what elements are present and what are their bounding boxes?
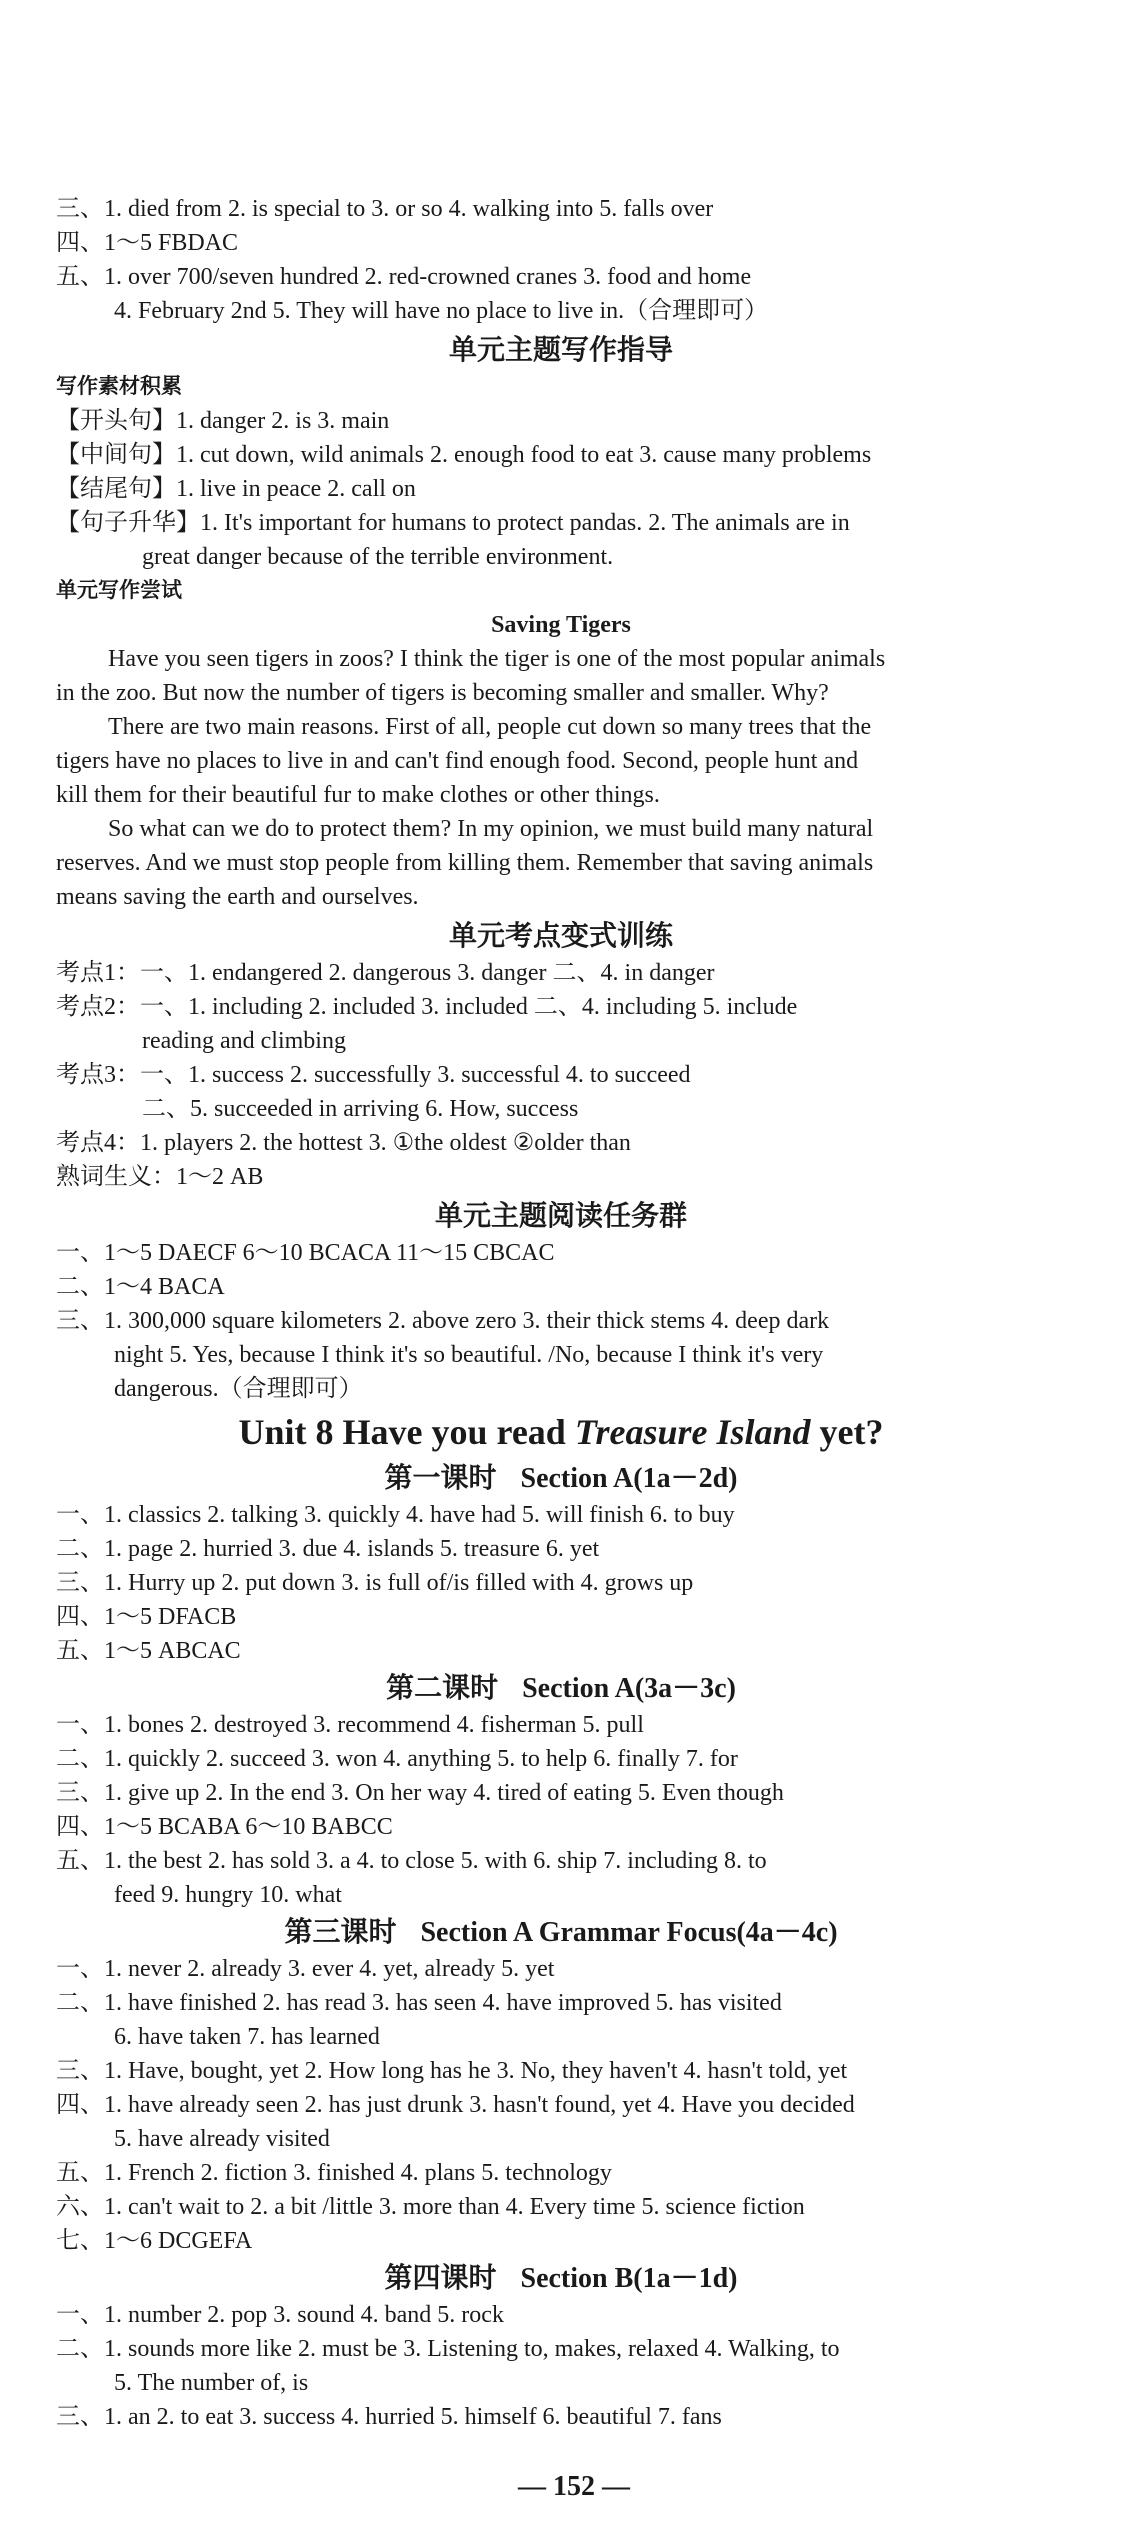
test-point-line: 考点4：1. players 2. the hottest 3. ①the oldest ②older than [56, 1130, 631, 1156]
lesson-number: 第二课时 [386, 1672, 499, 1703]
lesson-line: feed 9. hungry 10. what [114, 1882, 342, 1908]
essay-line: kill them for their beautiful fur to make clothes or other things. [56, 782, 660, 808]
reading-line: dangerous.（合理即可） [114, 1376, 363, 1402]
lesson-line: 5. The number of, is [114, 2370, 309, 2396]
lesson-line: 一、1. never 2. already 3. ever 4. yet, already 5. yet [56, 1956, 555, 1982]
lesson-line: 三、1. Hurry up 2. put down 3. is full of/is filled with 4. grows up [56, 1570, 694, 1596]
material-line: 【开头句】1. danger 2. is 3. main [56, 408, 390, 434]
lesson-number: 第一课时 [384, 1462, 497, 1493]
test-point-line: reading and climbing [142, 1028, 346, 1054]
lesson-line: 二、1. quickly 2. succeed 3. won 4. anything 5. to help 6. finally 7. for [56, 1746, 738, 1772]
page-number: — 152 — [518, 2471, 630, 2502]
lesson-section: Section A(1a－2d) [520, 1463, 738, 1494]
lesson-line: 二、1. page 2. hurried 3. due 4. islands 5. treasure 6. yet [56, 1536, 600, 1562]
reading-tasks-heading: 单元主题阅读任务群 [434, 1200, 687, 1231]
test-points-heading: 单元考点变式训练 [448, 920, 673, 951]
lesson-heading [56, 1912, 1066, 1952]
lesson-heading [56, 1668, 1066, 1708]
test-point-line: 二、5. succeeded in arriving 6. How, success [142, 1096, 579, 1122]
answer-line: 四、1～5 FBDAC [56, 230, 239, 256]
lesson-line: 三、1. an 2. to eat 3. success 4. hurried 5. himself 6. beautiful 7. fans [56, 2404, 722, 2430]
lesson-line: 七、1～6 DCGEFA [56, 2228, 253, 2254]
lesson-line: 四、1～5 BCABA 6～10 BABCC [56, 1814, 393, 1840]
essay-line: means saving the earth and ourselves. [56, 884, 419, 910]
lesson-heading [56, 2258, 1066, 2298]
unit-heading-suffix: yet? [810, 1412, 884, 1452]
writing-guide-heading: 单元主题写作指导 [448, 334, 673, 365]
test-point-line: 考点1：一、1. endangered 2. dangerous 3. danger 二、4. in danger [56, 960, 715, 986]
material-line: 【中间句】1. cut down, wild animals 2. enough food to eat 3. cause many problems [56, 442, 872, 468]
attempt-heading: 单元写作尝试 [56, 579, 182, 602]
lesson-number: 第四课时 [384, 2262, 497, 2293]
lesson-line: 一、1. number 2. pop 3. sound 4. band 5. rock [56, 2302, 504, 2328]
test-point-line: 考点2：一、1. including 2. included 3. included 二、4. including 5. include [56, 994, 798, 1020]
essay-line: So what can we do to protect them? In my opinion, we must build many natural [108, 816, 874, 842]
essay-line: in the zoo. But now the number of tigers is becoming smaller and smaller. Why? [56, 680, 829, 706]
reading-line: night 5. Yes, because I think it's so beautiful. /No, because I think it's very [114, 1342, 824, 1368]
material-line: 【句子升华】1. It's important for humans to protect pandas. 2. The animals are in [56, 510, 850, 536]
lesson-section: Section B(1a－1d) [520, 2263, 738, 2294]
lesson-number: 第三课时 [284, 1916, 397, 1947]
answer-line: 三、1. died from 2. is special to 3. or so 4. walking into 5. falls over [56, 196, 714, 222]
lesson-line: 二、1. have finished 2. has read 3. has seen 4. have improved 5. has visited [56, 1990, 782, 2016]
lesson-line: 三、1. give up 2. In the end 3. On her way 4. tired of eating 5. Even though [56, 1780, 784, 1806]
unit-heading [56, 1406, 1066, 1458]
answer-line: 五、1. over 700/seven hundred 2. red-crowned cranes 3. food and home [56, 264, 752, 290]
essay-line: Have you seen tigers in zoos? I think the tiger is one of the most popular animals [108, 646, 886, 672]
reading-line: 一、1～5 DAECF 6～10 BCACA 11～15 CBCAC [56, 1240, 555, 1266]
lesson-line: 五、1～5 ABCAC [56, 1638, 241, 1664]
essay-line: tigers have no places to live in and can't find enough food. Second, people hunt and [56, 748, 859, 774]
test-point-line: 考点3：一、1. success 2. successfully 3. successful 4. to succeed [56, 1062, 691, 1088]
unit-heading-prefix: Unit 8 Have you read [238, 1412, 575, 1452]
lesson-line: 三、1. Have, bought, yet 2. How long has he 3. No, they haven't 4. hasn't told, yet [56, 2058, 848, 2084]
answer-line: 4. February 2nd 5. They will have no place to live in.（合理即可） [114, 298, 769, 324]
material-heading: 写作素材积累 [56, 375, 182, 398]
essay-title: Saving Tigers [491, 612, 631, 638]
essay-line: reserves. And we must stop people from killing them. Remember that saving animals [56, 850, 874, 876]
reading-line: 三、1. 300,000 square kilometers 2. above zero 3. their thick stems 4. deep dark [56, 1308, 830, 1334]
lesson-line: 二、1. sounds more like 2. must be 3. Listening to, makes, relaxed 4. Walking, to [56, 2336, 840, 2362]
lesson-line: 四、1. have already seen 2. has just drunk 3. hasn't found, yet 4. Have you decided [56, 2092, 855, 2118]
essay-line: There are two main reasons. First of all, people cut down so many trees that the [108, 714, 872, 740]
lesson-line: 四、1～5 DFACB [56, 1604, 237, 1630]
material-line: great danger because of the terrible environment. [142, 544, 614, 570]
lesson-line: 六、1. can't wait to 2. a bit /little 3. more than 4. Every time 5. science fiction [56, 2194, 805, 2220]
lesson-heading [56, 1458, 1066, 1498]
lesson-line: 一、1. classics 2. talking 3. quickly 4. have had 5. will finish 6. to buy [56, 1502, 735, 1528]
lesson-line: 五、1. French 2. fiction 3. finished 4. plans 5. technology [56, 2160, 612, 2186]
reading-line: 二、1～4 BACA [56, 1274, 225, 1300]
lesson-line: 一、1. bones 2. destroyed 3. recommend 4. fisherman 5. pull [56, 1712, 644, 1738]
lesson-line: 五、1. the best 2. has sold 3. a 4. to close 5. with 6. ship 7. including 8. to [56, 1848, 767, 1874]
unit-heading-book: Treasure Island [574, 1412, 811, 1452]
answer-content [56, 192, 1066, 2434]
lesson-line: 6. have taken 7. has learned [114, 2024, 380, 2050]
test-point-line: 熟词生义：1～2 AB [56, 1164, 264, 1190]
material-line: 【结尾句】1. live in peace 2. call on [56, 476, 416, 502]
lesson-section: Section A Grammar Focus(4a－4c) [420, 1917, 838, 1948]
lesson-section: Section A(3a－3c) [522, 1673, 736, 1704]
lesson-line: 5. have already visited [114, 2126, 330, 2152]
